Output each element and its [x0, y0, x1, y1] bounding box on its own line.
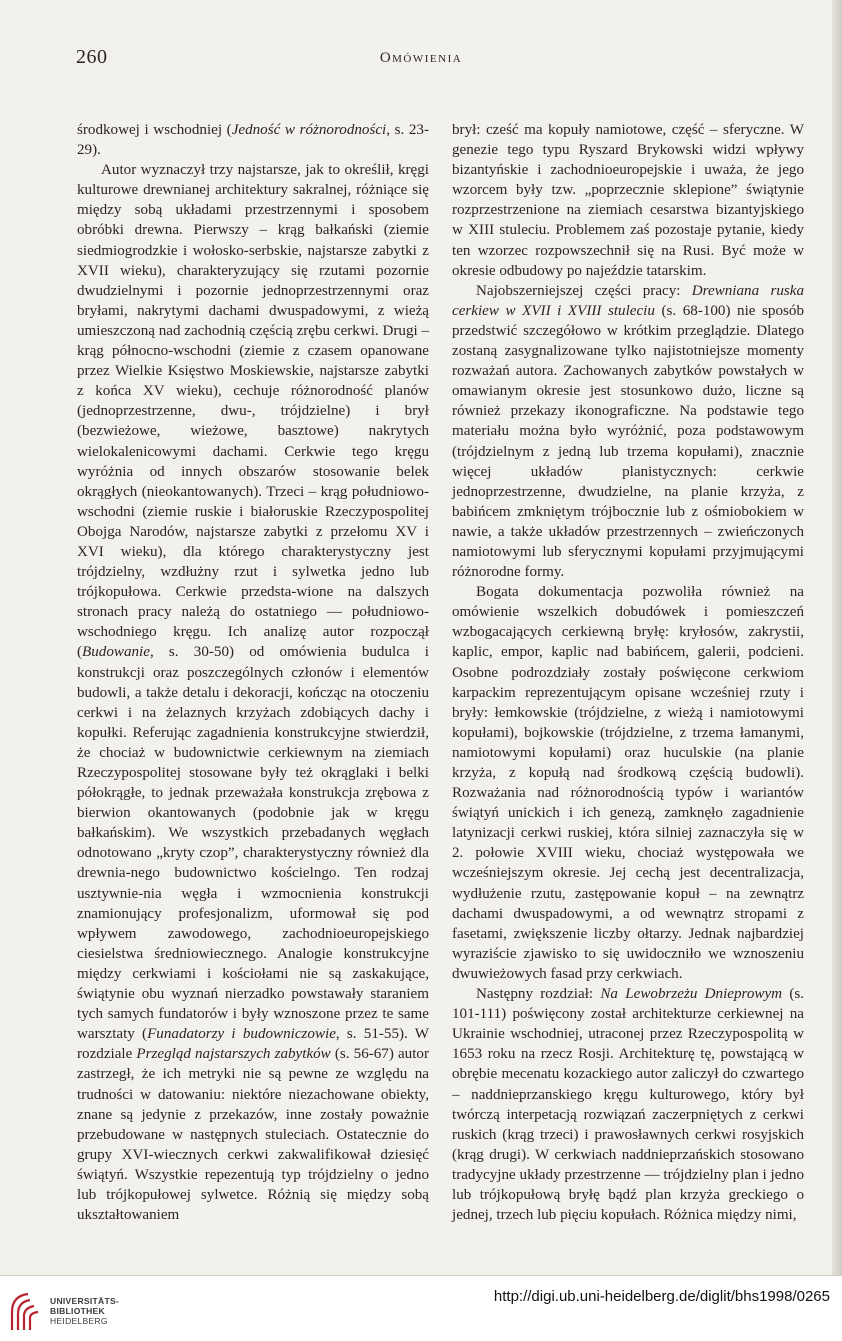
- logo-line: HEIDELBERG: [50, 1316, 108, 1326]
- running-head: Omówienia: [379, 50, 463, 66]
- paragraph: Autor wyznaczył trzy najstarsze, jak to określił, kręgi kulturowe drewnianej architektury sakralnej, różniące się między sobą układami przestrzennymi i sposobem obróbki drewna. Pierwszy – krąg bałkański (ziemie siedmiogrodzkie i wołosko-serbskie, najstarsze zabytki z XVII wieku), charakteryzujący się rzutami pozornie dwudzielnymi i pozornie jednoprzestrzennymi oraz bryłami, nakrytymi dachami dwuspadowymi, z wieżą umieszczoną nad zachodnią częścią zrębu cerkwi. Drugi – krąg północno-wschodni (ziemie z czasem opanowane przez Wielkie Księstwo Moskiewskie, najstarsze zabytki z końca XV wieku), cechuje różnorodność planów (jednoprzestrzenne, dwu-, trójdzielne) i brył (bezwieżowe, wieżowe, basztowe) nakrytych wielokalenicowymi dachami. Cerkwie tego kręgu wyróżnia od innych obszarów stosowanie belek okrągłych (nieokantowanych). Trzeci – krąg południowo-wschodni (ziemie ruskie i białoruskie Rzeczypospolitej Obojga Narodów, najstarsze zabytki z przełomu XV i XVI wieku), dla którego charakterystyczny jest trójdzielny, wzdłużny rzut i sylwetka jedno lub trójkopułowa. Cerkwie przedsta-wione na dalszych stronach pracy należą do ostatniego — południowo-wschodniego kręgu. Ich analizę autor rozpoczął (Budowanie, s. 30-50) od omówienia budulca i konstrukcji oraz poszczególnych członów i elementów budowli, a także detalu i dekoracji, kończąc na otoczeniu cerkwi i na żelaznych krzyżach zdobiących dachy i kopułki. Referując zagadnienia konstrukcyjne stwierdził, że chociaż w budownictwie cerkiewnym na ziemiach Rzeczypospolitej stosowane były też okrąglaki i belki półokrągłe, to jednak przeważała konstrukcja zrębowa z bierwion okantowanych (podobnie jak w kręgu bałkańskim). We wszystkich przebadanych węgłach odnotowano „kryty czop”, charakterystyczny również dla drewnia-nego budownictwo kościelngo. Ten rodzaj usztywnie-nia węgła i wzmocnienia konstrukcji znamionujący profesjonalizm, uformował się pod wpływem zawodowego, zachodnioeuropejskiego ciesielstwa średniowiecznego. Analogie konstrukcyjne między cerkwiami i kościołami nie są zaskakujące, świątynie obu wyznań nierzadko powstawały staraniem tych samych fundatorów i były wznoszone przez te same warsztaty (Funadatorzy i budowniczowie, s. 51-55). W rozdziale Przegląd najstarszych zabytków (s. 56-67) autor zastrzegł, że ich metryki nie są pewne ze względu na trudności w datowaniu: niektóre niezachowane obiekty, znane są jedynie z przekazów, inne zostały poważnie przebudowane w następnych stuleciach. Ostatecznie do grupy XVI-wiecznych cerkwi zakwalifikował dziesięć świątyń. Wszystkie repezentują typ trójdzielny o jedno lub trójkopułowej sylwetce. Różnią się między sobą ukształtowaniem: [77, 162, 430, 1224]
- source-url-link[interactable]: http://digi.ub.uni-heidelberg.de/diglit/bhs1998/0265: [493, 1288, 830, 1305]
- library-logo-text: [50, 1296, 119, 1326]
- left-column: [77, 120, 429, 1225]
- library-logo-icon[interactable]: [8, 1290, 46, 1332]
- paragraph: środkowej i wschodniej (Jedność w różnorodności, s. 23-29).: [77, 122, 430, 159]
- paragraph: brył: cześć ma kopuły namiotowe, część – sferyczne. W genezie tego typu Ryszard Brykowski widzi wpływy bizantyńskie i zachodnioeuropejskie i uważa, że jego wzorcem były tzw. „poprzecznie sklepione” świątynie rozprzestrzenione na ziemiach cesarstwa bizantyjskiego w XIII stuleciu. Problemem zaś pozostaje pytanie, kiedy ten wzorzec rozpowszechnił się na Rusi. Być może w okresie odbudowy po najeździe tatarskim.: [452, 122, 804, 279]
- logo-line: UNIVERSITÄTS-: [50, 1296, 120, 1306]
- page-number: 260: [76, 46, 108, 68]
- logo-line: BIBLIOTHEK: [50, 1306, 105, 1316]
- paragraph: Następny rozdział: Na Lewobrzeżu Dnieprowym (s. 101-111) poświęcony został architekturze cerkiewnej na Ukrainie wschodniej, utraconej przez Rzeczypospolitą w 1653 roku na rzecz Rosji. Architekturę tę, powstającą w obrębie mecenatu kozackiego autor zaliczył do czwartego – naddnieprzanskiego kręgu kulturowego, który był twórczą interpetacją rozwiązań zaczerpniętych z cerkwi ruskich (krąg trzeci) i prawosławnych cerkwi rosyjskich (krąg drugi). W cerkwiach naddnieprzańskich stosowano tradycyjne układy przestrzenne — trójdzielny plan i jedno lub trójkopułową bryłę bądź plan krzyża greckiego o jednej, trzech lub pięciu kopułach. Różnica między nimi,: [452, 986, 805, 1224]
- right-column: [452, 120, 804, 1225]
- footer-bar: [0, 1276, 842, 1341]
- page-edge-shadow: [832, 0, 842, 1275]
- paragraph: Bogata dokumentacja pozwoliła również na omówienie wszelkich dobudówek i pomieszczeń wzbogacających cerkiewną bryłę: kryłosów, zakrystii, kaplic, empor, kaplic nad babińcem, galerii, podcieni. Osobne podrozdziały zostały poświęcone cerkwiom karpackim reprezentującym opisane wcześniej rzuty i bryły: łemkowskie (trójdzielne, z wieżą i namiotowymi kopułami), bojkowskie (trójdzielne, z trzema łamanymi, namiotowymi kopułami) oraz huculskie (na planie krzyża, z kopułą nad środkową częścią budowli). Rozważania nad różnorodnością typów i wariantów świątyń unickich i ich genezą, zamknęło zagadnienie latynizacji cerkwi ruskiej, która silniej zaznaczyła się w 2. połowie XVIII wieku, chociaż występowała we wcześniejszym okresie. Jej cechą jest decentralizacja, wydłużenie rzutu, zastępowanie kopuł – na zewnątrz dachami dwuspadowymi, a od wewnątrz stropami z fasetami, zwiększenie liczby ołtarzy. Jednak najbardziej wyraziście zjawisko to się uwidoczniło we wznoszeniu dwuwieżowych fasad przy cerkwiach.: [452, 584, 804, 982]
- paragraph: Najobszerniejszej części pracy: Drewniana ruska cerkiew w XVII i XVIII stuleciu (s. 68-100) nie sposób przedstwić szczegółowo w krótkim przeglądzie. Dlatego zostaną zasygnalizowane tylko najistotniejsze momenty rozważań autora. Zachowanych zabytków powstałych w omawianym okresie jest stosunkowo dużo, liczne są również przekazy ikonograficzne. Na podstawie tego materiału można było wyróżnić, poza podstawowym (trójdzielnym z jedną lub trzema kopułami), znacznie więcej układów planistycznych: cerkwie jednoprzestrzenne, dwudzielne, na planie krzyża, z babińcem zmkniętym trójbocznie lub z ośmiobokiem w nawie, a także układów przestrzennych – zwieńczonych namiotowymi lub sferycznymi kopułami przyjmującymi różnorodne formy.: [452, 282, 804, 581]
